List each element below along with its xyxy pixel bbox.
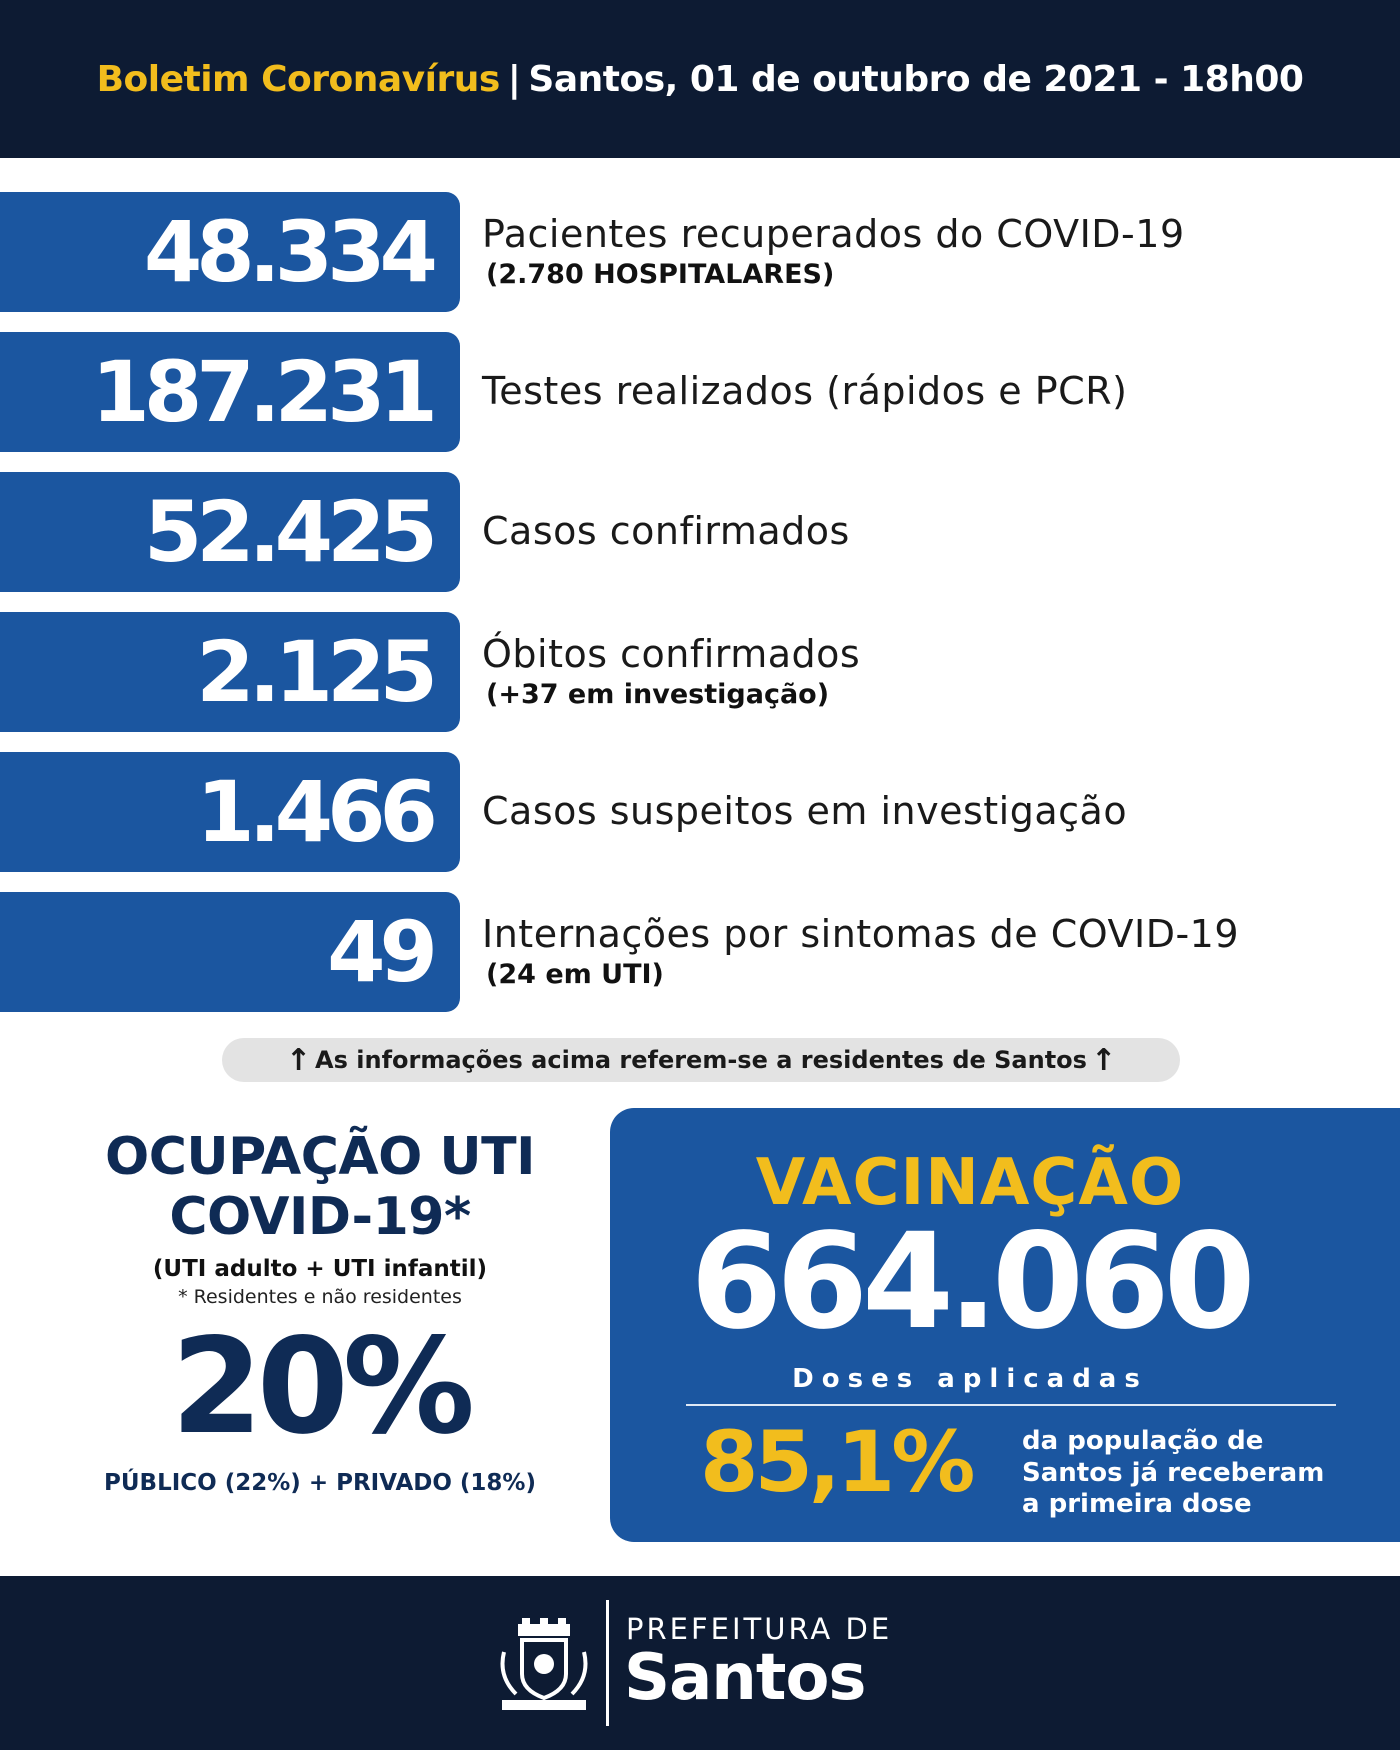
vaccination-title: VACINAÇÃO	[755, 1146, 1185, 1220]
stat-row-confirmed	[0, 472, 1400, 592]
residents-note-text: As informações acima referem-se a residentes de Santos	[315, 1046, 1087, 1074]
city-name: Santos	[624, 1641, 866, 1715]
stat-value: 1.466	[196, 763, 432, 861]
stat-text	[482, 472, 850, 592]
doses-label: Doses aplicadas	[792, 1364, 1148, 1394]
vaccination-panel	[610, 1108, 1400, 1542]
icu-subtitle: (UTI adulto + UTI infantil)	[152, 1255, 488, 1282]
icu-footnote: * Residentes e não residentes	[178, 1285, 462, 1308]
city-crest-icon	[496, 1616, 592, 1714]
stat-text	[482, 752, 1127, 872]
stat-row-recovered	[0, 192, 1400, 312]
first-dose-description	[1022, 1426, 1352, 1521]
stat-box	[0, 332, 460, 452]
icu-title-line1: OCUPAÇÃO UTI	[105, 1127, 535, 1187]
stat-sub: (24 em UTI)	[486, 959, 664, 991]
stat-box	[0, 192, 460, 312]
stat-row-tests	[0, 332, 1400, 452]
stat-text	[482, 332, 1127, 452]
stat-box	[0, 752, 460, 872]
stat-label: Casos confirmados	[482, 509, 850, 554]
arrow-up-icon: ↑	[1090, 1042, 1117, 1078]
stat-box	[0, 892, 460, 1012]
stat-box	[0, 472, 460, 592]
first-dose-line: da população de	[1022, 1426, 1264, 1456]
icu-percent: 20%	[171, 1309, 469, 1464]
stat-text	[482, 192, 1185, 312]
icu-title-line2: COVID-19*	[169, 1186, 471, 1247]
stat-text	[482, 892, 1239, 1012]
stat-text	[482, 612, 860, 732]
doses-count: 664.060	[690, 1205, 1250, 1359]
stat-value: 2.125	[196, 623, 432, 721]
residents-note	[222, 1038, 1180, 1082]
header-banner	[0, 0, 1400, 158]
bulletin-date: Santos, 01 de outubro de 2021 - 18h00	[528, 58, 1304, 100]
first-dose-percent: 85,1%	[700, 1413, 972, 1511]
prefeitura-label: PREFEITURA DE	[626, 1612, 893, 1646]
stat-label: Testes realizados (rápidos e PCR)	[482, 369, 1128, 414]
divider	[686, 1404, 1336, 1406]
stat-row-deaths	[0, 612, 1400, 732]
first-dose-line: a primeira dose	[1022, 1489, 1252, 1520]
footer-divider	[606, 1600, 609, 1726]
stat-sub: (2.780 HOSPITALARES)	[486, 259, 835, 291]
stat-value: 52.425	[143, 483, 432, 581]
stat-value: 48.334	[143, 203, 432, 301]
stat-box	[0, 612, 460, 732]
header-separator: |	[507, 58, 521, 100]
stat-value: 49	[327, 903, 432, 1001]
arrow-up-icon: ↑	[285, 1042, 312, 1078]
stat-label: Casos suspeitos em investigação	[482, 789, 1128, 834]
stat-label: Pacientes recuperados do COVID-19	[482, 211, 1185, 256]
icu-occupancy-panel	[40, 1128, 600, 1528]
stat-label: Internações por sintomas de COVID-19	[482, 911, 1240, 956]
stat-row-hospitalizations	[0, 892, 1400, 1012]
stat-sub: (+37 em investigação)	[486, 679, 830, 711]
footer	[0, 1576, 1400, 1750]
first-dose-line: Santos já receberam	[1022, 1457, 1325, 1488]
stat-value: 187.231	[91, 343, 432, 441]
stat-label: Óbitos confirmados	[482, 631, 861, 676]
icu-public-private: PÚBLICO (22%) + PRIVADO (18%)	[104, 1470, 536, 1497]
bulletin-title: Boletim Coronavírus	[96, 58, 500, 100]
stat-row-suspected	[0, 752, 1400, 872]
